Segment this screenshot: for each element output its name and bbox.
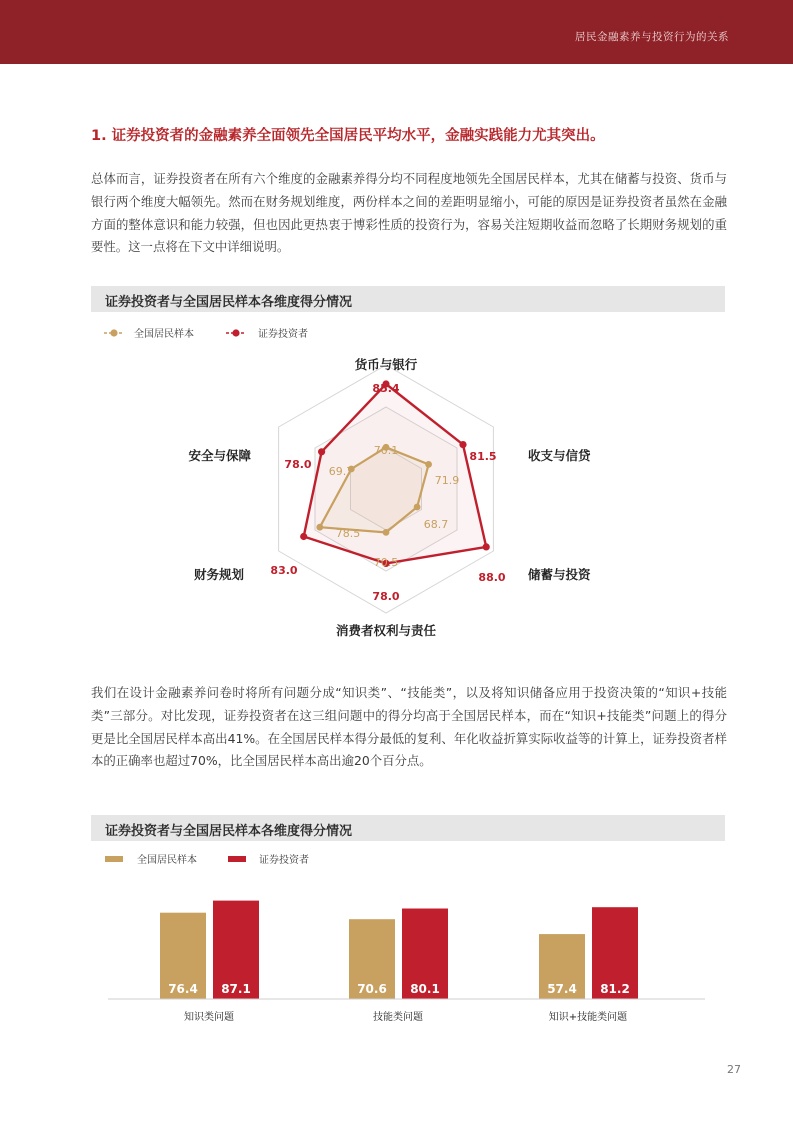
bar-value-investor-skill: 80.1 <box>410 982 440 996</box>
header-band <box>0 0 793 64</box>
bar-value-national-knowledge: 76.4 <box>168 982 198 996</box>
bar-category-knowledge: 知识类问题 <box>184 1012 234 1023</box>
investor-label-consumer-rights: 78.0 <box>372 590 400 603</box>
investor-point-savings-investment <box>483 543 490 550</box>
national-label-financial-planning: 78.5 <box>335 527 361 540</box>
axis-label-currency-banking: 货币与银行 <box>354 357 418 372</box>
national-point-financial-planning <box>316 524 323 531</box>
investor-point-safety-security <box>318 448 325 455</box>
bar-chart <box>0 842 793 1042</box>
investor-label-currency-banking: 85.4 <box>372 382 400 395</box>
legend-label-national: 全国居民样本 <box>134 329 194 340</box>
radar-chart <box>0 312 793 652</box>
section-heading: 1. 证券投资者的金融素养全面领先全国居民平均水平，金融实践能力尤其突出。 <box>91 128 605 144</box>
legend-label-investor: 证券投资者 <box>258 329 308 340</box>
investor-label-safety-security: 78.0 <box>284 458 312 471</box>
investor-label-income-credit: 81.5 <box>469 450 497 463</box>
radar-chart-title: 证券投资者与全国居民样本各维度得分情况 <box>105 295 353 310</box>
axis-label-consumer-rights: 消费者权利与责任 <box>335 623 437 638</box>
investor-point-financial-planning <box>300 533 307 540</box>
bar-category-knowledge-skill: 知识+技能类问题 <box>548 1012 628 1023</box>
legend-swatch-investor <box>228 856 246 862</box>
national-point-consumer-rights <box>383 529 390 536</box>
investor-point-income-credit <box>459 441 466 448</box>
legend-label-investor: 证券投资者 <box>259 855 309 866</box>
legend-swatch-national <box>105 856 123 862</box>
axis-label-savings-investment: 储蓄与投资 <box>528 567 591 582</box>
national-label-safety-security: 69.7 <box>328 465 354 478</box>
radar-legend <box>104 327 308 340</box>
bar-chart-title-bar <box>91 815 725 841</box>
radar-chart-title-bar <box>91 286 725 312</box>
national-label-savings-investment: 68.7 <box>423 518 449 531</box>
bar-chart-title: 证券投资者与全国居民样本各维度得分情况 <box>105 824 353 839</box>
bar-category-skill: 技能类问题 <box>373 1012 423 1023</box>
axis-label-income-credit: 收支与信贷 <box>528 448 591 463</box>
national-point-income-credit <box>425 461 432 468</box>
legend-marker-investor <box>232 329 239 336</box>
paragraph-question-groups: 我们在设计金融素养问卷时将所有问题分成“知识类”、“技能类”，以及将知识储备应用于投资决策的“知识+技能类”三部分。对比发现，证券投资者在这三组问题中的得分均高于全国居民样本，而在“知识+技能类”问题上的得分更是比全国居民样本高出41%。在全国居民样本得分最低的复利、年化收益折算实际收益等的计算上，证券投资者样本的正确率也超过70%，比全国居民样本高出逾20个百分点。 <box>91 685 727 769</box>
national-label-consumer-rights: 70.5 <box>373 556 399 569</box>
investor-label-financial-planning: 83.0 <box>270 564 298 577</box>
header-title: 居民金融素养与投资行为的关系 <box>575 31 729 43</box>
page-number: 27 <box>727 1063 741 1076</box>
axis-label-safety-security: 安全与保障 <box>188 448 251 463</box>
investor-label-savings-investment: 88.0 <box>478 571 506 584</box>
legend-label-national: 全国居民样本 <box>137 855 197 866</box>
paragraph-overview: 总体而言，证券投资者在所有六个维度的金融素养得分均不同程度地领先全国居民样本，尤其在储蓄与投资、货币与银行两个维度大幅领先。然而在财务规划维度，两份样本之间的差距明显缩小，可能的原因是证券投资者虽然在金融方面的整体意识和能力较强，但也因此更热衷于博彩性质的投资行为，容易关注短期收益而忽略了长期财务规划的重要性。这一点将在下文中详细说明。 <box>91 171 727 255</box>
bar-value-investor-knowledge: 87.1 <box>221 982 251 996</box>
national-point-savings-investment <box>414 504 421 511</box>
national-label-income-credit: 71.9 <box>434 474 460 487</box>
national-label-currency-banking: 70.1 <box>373 444 399 457</box>
legend-marker-national <box>110 329 117 336</box>
bar-value-investor-knowledge-skill: 81.2 <box>600 982 630 996</box>
bar-legend <box>105 853 309 866</box>
bar-value-national-skill: 70.6 <box>357 982 387 996</box>
axis-label-financial-planning: 财务规划 <box>193 567 244 582</box>
bar-value-national-knowledge-skill: 57.4 <box>547 982 577 996</box>
